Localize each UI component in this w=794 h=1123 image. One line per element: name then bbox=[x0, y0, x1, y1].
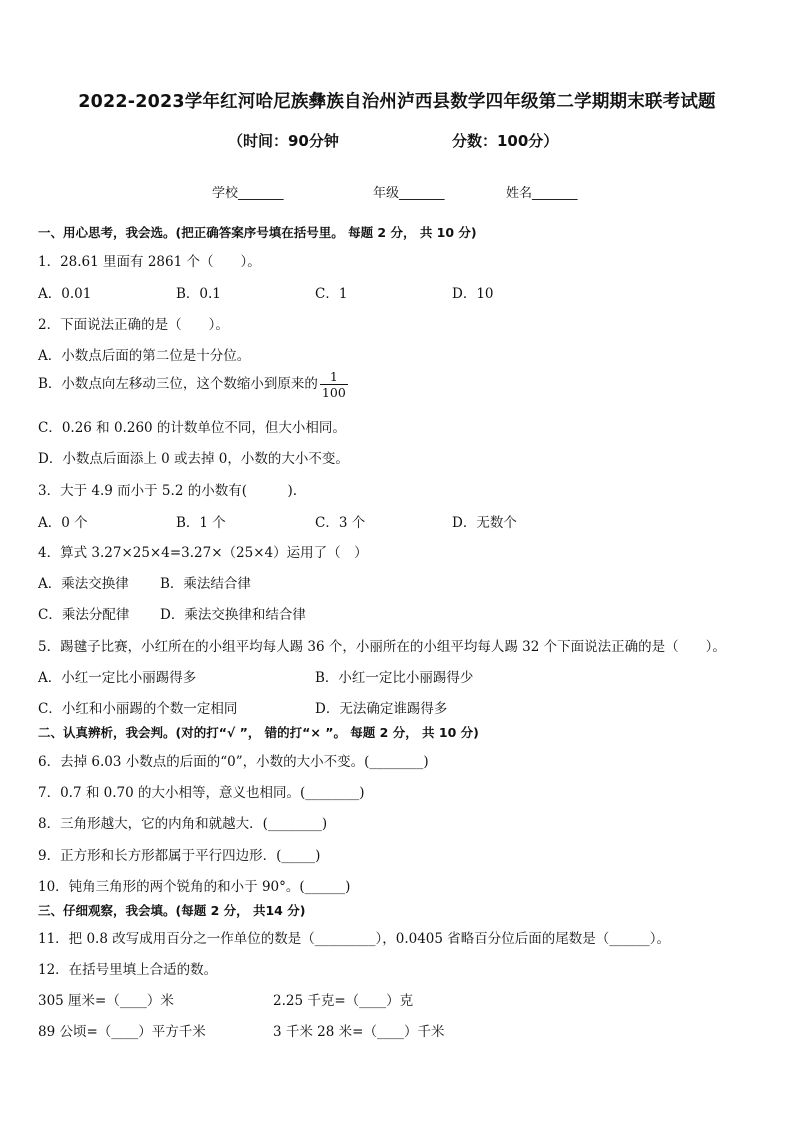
q4-option-b: B．乘法结合律 bbox=[160, 576, 251, 592]
q4-option-a: A．乘法交换律 bbox=[38, 576, 129, 592]
section-heading-2: 二、认真辨析，我会判。(对的打“√ ”， 错的打“× ”。 每题 2 分， 共 10 分) bbox=[38, 725, 479, 740]
judge-question-9: 9．正方形和长方形都属于平行四边形．(_____) bbox=[38, 848, 321, 864]
judge-question-7: 7．0.7 和 0.70 的大小相等，意义也相同。(________) bbox=[38, 785, 365, 801]
question-11: 11．把 0.8 改写成用百分之一作单位的数是（_________），0.0405 省略百分位后面的尾数是（______）。 bbox=[38, 931, 671, 947]
q12-item-2: 2.25 千克=（____）克 bbox=[273, 993, 414, 1009]
judge-question-6: 6．去掉 6.03 小数点的后面的“0”，小数的大小不变。(________) bbox=[38, 754, 429, 770]
question-2: 2．下面说法正确的是（ ）。 bbox=[38, 317, 229, 333]
grade-field: 年级_______ bbox=[373, 186, 445, 201]
q1-option-c: C．1 bbox=[315, 286, 348, 302]
q4-option-c: C．乘法分配律 bbox=[38, 607, 130, 623]
q2-option-b-text: B．小数点向左移动三位，这个数缩小到原来的 bbox=[38, 376, 318, 392]
name-field: 姓名_______ bbox=[506, 186, 578, 201]
fraction-one-hundredth bbox=[320, 369, 348, 400]
fraction-numerator: 1 bbox=[320, 369, 348, 385]
q5-option-d: D．无法确定谁踢得多 bbox=[315, 701, 448, 717]
section-heading-1: 一、用心思考，我会选。(把正确答案序号填在括号里。 每题 2 分， 共 10 分) bbox=[38, 225, 477, 240]
section-heading-3: 三、仔细观察，我会填。(每题 2 分， 共14 分) bbox=[38, 903, 306, 918]
q1-option-a: A．0.01 bbox=[38, 286, 92, 302]
question-1: 1．28.61 里面有 2861 个（ ）。 bbox=[38, 254, 261, 270]
question-12: 12．在括号里填上合适的数。 bbox=[38, 962, 218, 978]
page-title: 2022-2023学年红河哈尼族彝族自治州泸西县数学四年级第二学期期末联考试题 bbox=[78, 92, 716, 112]
judge-question-10: 10．钝角三角形的两个锐角的和小于 90°。(______) bbox=[38, 879, 351, 895]
q2-option-c: C．0.26 和 0.260 的计数单位不同，但大小相同。 bbox=[38, 420, 346, 436]
question-5: 5．踢毽子比赛，小红所在的小组平均每人踢 36 个，小丽所在的小组平均每人踢 32 个下面说法正确的是（ ）。 bbox=[38, 639, 726, 655]
school-field: 学校_______ bbox=[212, 186, 284, 201]
q2-option-b bbox=[38, 369, 348, 400]
exam-score: 分数：100分） bbox=[452, 132, 559, 150]
q4-option-d: D．乘法交换律和结合律 bbox=[160, 607, 306, 623]
q2-option-d: D．小数点后面添上 0 或去掉 0，小数的大小不变。 bbox=[38, 451, 349, 467]
q3-option-c: C．3 个 bbox=[315, 515, 366, 531]
q5-option-a: A．小红一定比小丽踢得多 bbox=[38, 670, 197, 686]
q3-option-b: B．1 个 bbox=[176, 515, 226, 531]
question-3: 3．大于 4.9 而小于 5.2 的小数有( ). bbox=[38, 483, 298, 499]
question-4: 4．算式 3.27×25×4=3.27×（25×4）运用了（ ） bbox=[38, 545, 368, 561]
judge-question-8: 8．三角形越大，它的内角和就越大．(________) bbox=[38, 816, 328, 832]
q3-option-d: D．无数个 bbox=[452, 515, 517, 531]
q3-option-a: A．0 个 bbox=[38, 515, 88, 531]
q12-item-1: 305 厘米=（____）米 bbox=[38, 993, 174, 1009]
q1-option-b: B．0.1 bbox=[176, 286, 221, 302]
q12-item-4: 3 千米 28 米=（____）千米 bbox=[273, 1024, 445, 1040]
q5-option-c: C．小红和小丽踢的个数一定相同 bbox=[38, 701, 238, 717]
q1-option-d: D．10 bbox=[452, 286, 494, 302]
q5-option-b: B．小红一定比小丽踢得少 bbox=[315, 670, 474, 686]
q12-item-3: 89 公顷=（____）平方千米 bbox=[38, 1024, 206, 1040]
q2-option-a: A．小数点后面的第二位是十分位。 bbox=[38, 348, 251, 364]
fraction-denominator: 100 bbox=[321, 385, 346, 400]
exam-time: （时间：90分钟 bbox=[228, 132, 339, 150]
